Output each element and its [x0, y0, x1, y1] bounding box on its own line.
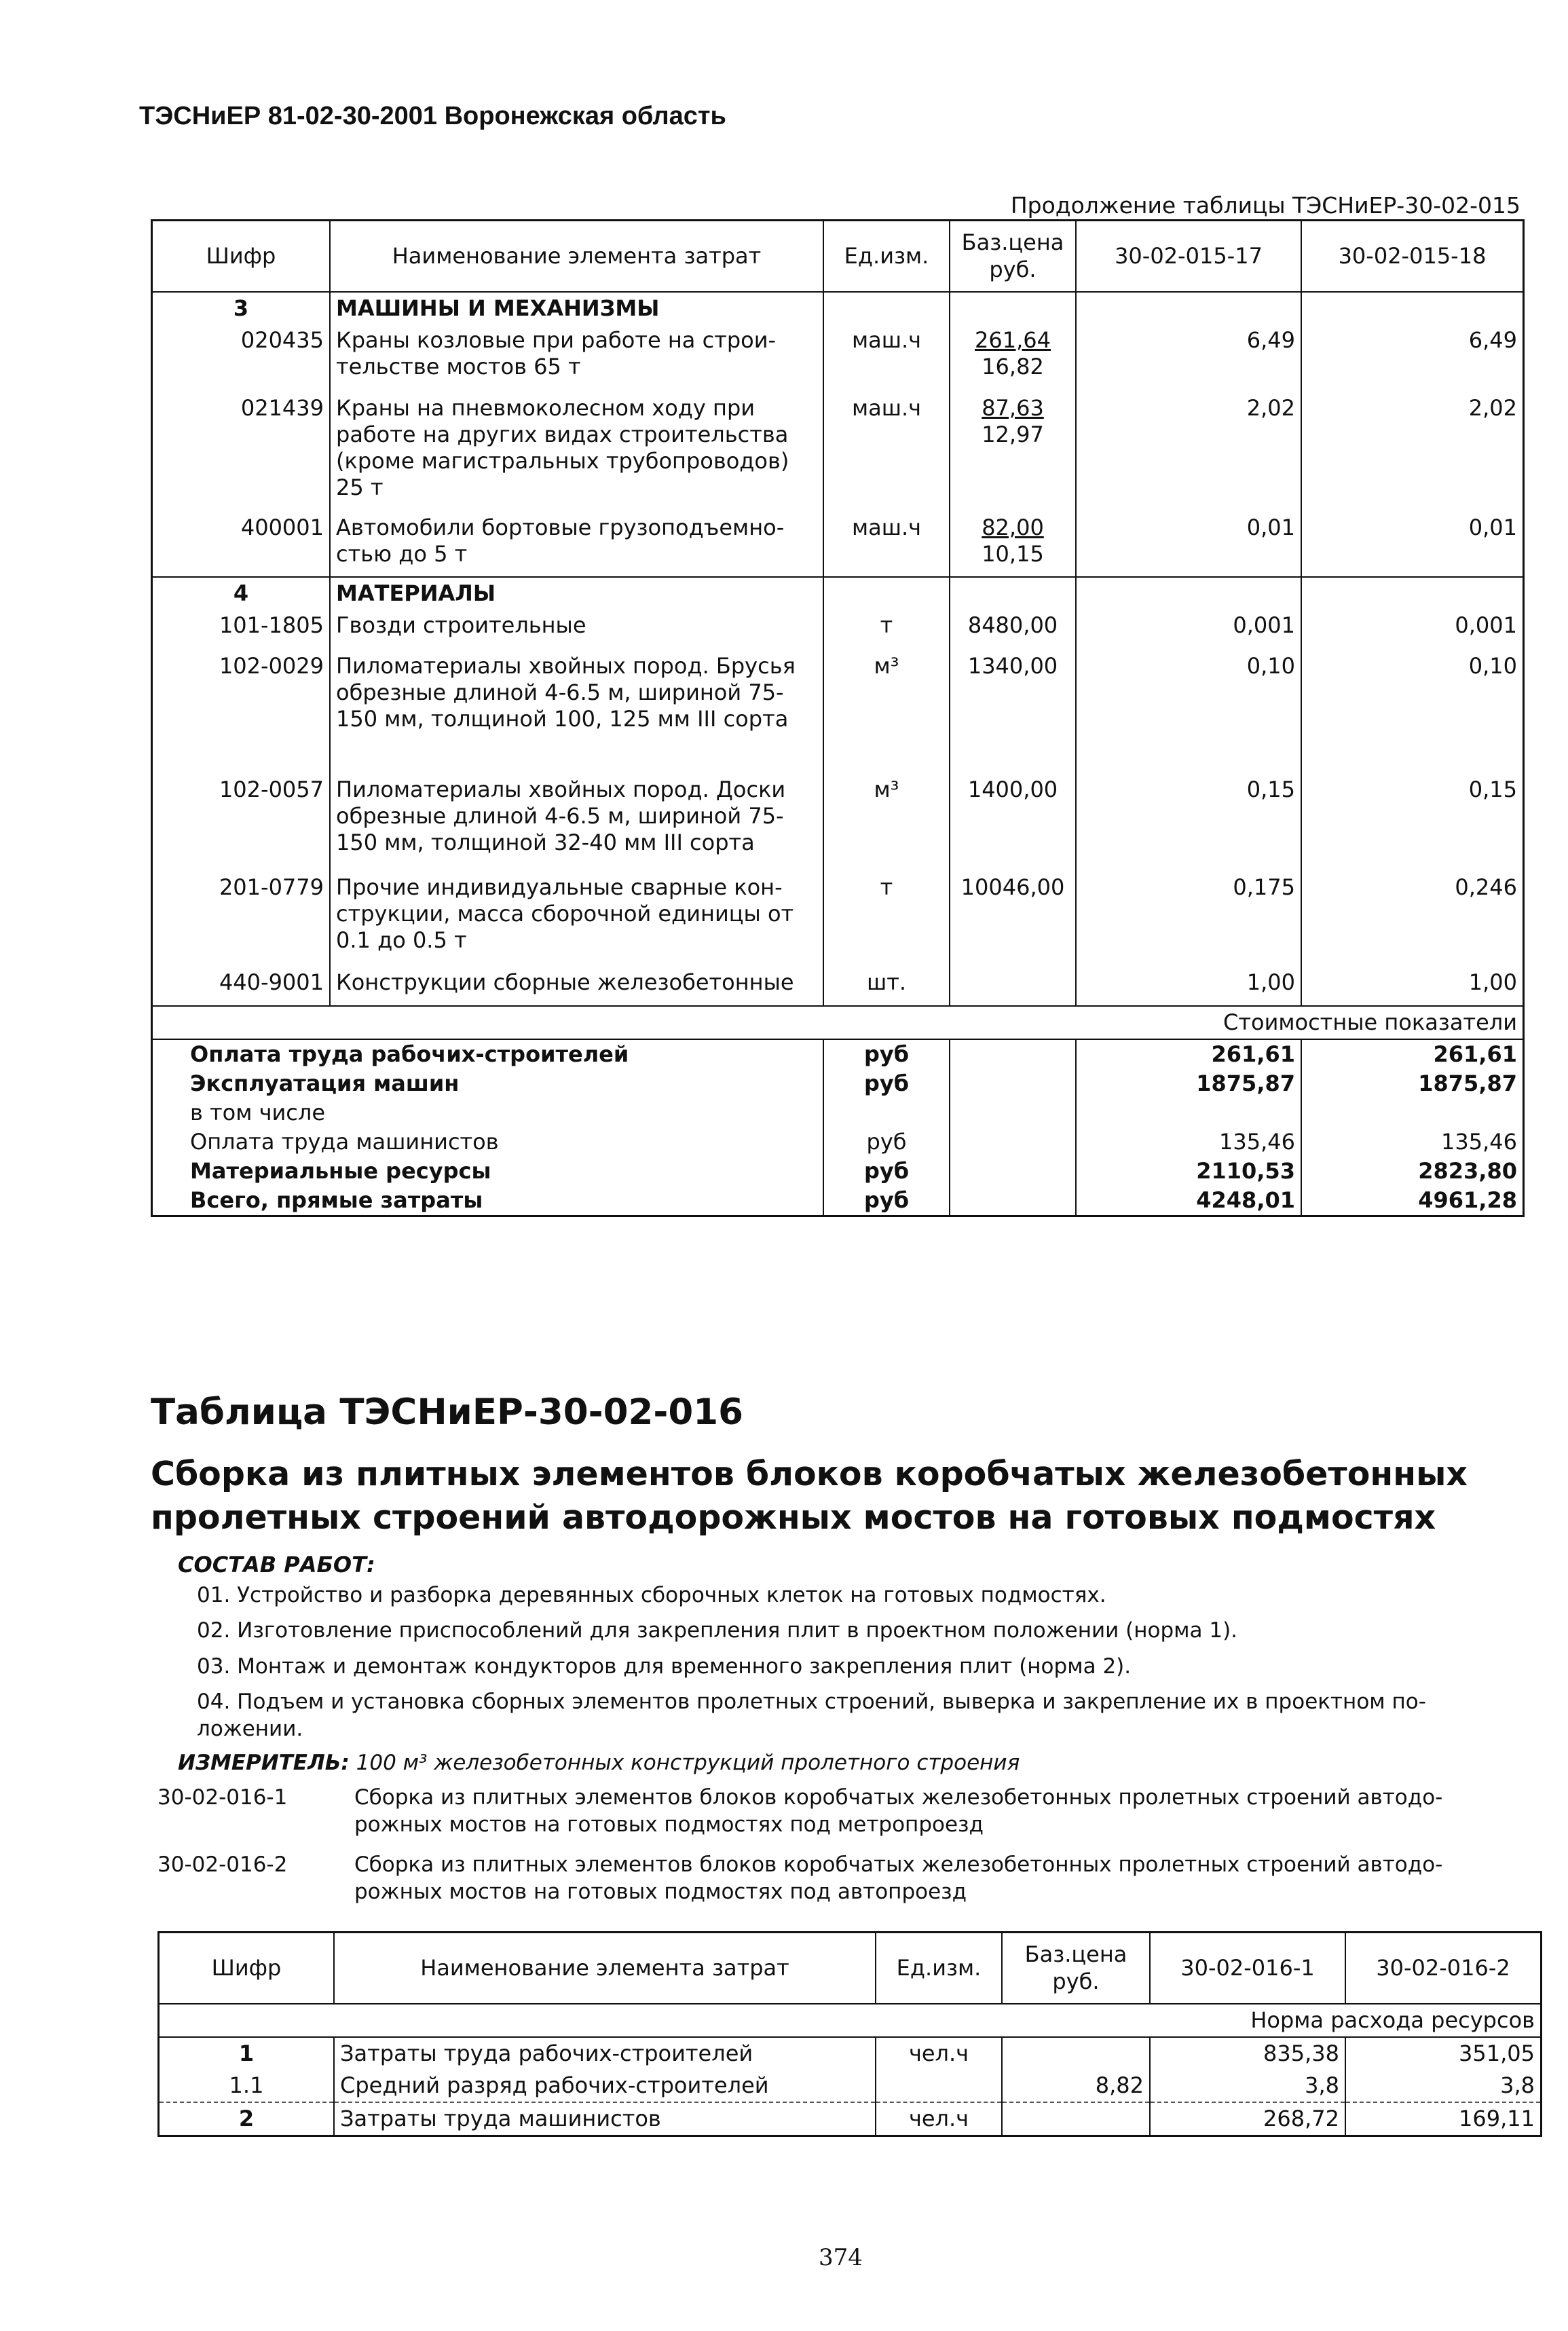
row-value-2: 351,05 [1459, 2040, 1535, 2067]
row-value-1: 0,15 [1076, 774, 1301, 872]
row-code: 400001 [152, 512, 331, 577]
cost-value-2: 2823,80 [1418, 1158, 1517, 1185]
table-row [159, 2037, 1542, 2070]
row-unit: т [823, 872, 950, 967]
price-top: 261,64 [975, 327, 1051, 354]
table-row [152, 610, 1524, 650]
row-name: Пиломатериалы хвойных пород. Доски обрезные длиной 4-6.5 м, шириной 75-150 мм, толщиной 32-40 мм III сорта [330, 774, 823, 872]
row-unit: чел.ч [876, 2102, 1002, 2136]
row-name: Гвозди строительные [330, 610, 823, 650]
section-code: 3 [152, 292, 331, 324]
cost-row [152, 1098, 1524, 1127]
row-value-1: 268,72 [1150, 2102, 1345, 2136]
row-value-1: 0,175 [1076, 872, 1301, 967]
row-name: Средний разряд рабочих-строителей [334, 2070, 876, 2102]
row-value-1: 6,49 [1076, 324, 1301, 392]
row-value-2: 3,8 [1345, 2070, 1542, 2102]
work-scope-list [197, 1582, 1500, 1751]
section-title: МАШИНЫ И МЕХАНИЗМЫ [330, 292, 823, 324]
section-row [152, 577, 1524, 610]
cost-value-2: 261,61 [1433, 1041, 1517, 1068]
row-value-1: 3,8 [1150, 2070, 1345, 2102]
variant-text: Сборка из плитных элементов блоков коробчатых железобетонных пролетных строений автодо-рожных мостов на готовых подмостях под автопроезд [354, 1852, 1443, 1904]
row-unit [876, 2070, 1002, 2102]
cost-value-1: 4248,01 [1076, 1186, 1301, 1216]
col-header-variant-2: 30-02-016-2 [1345, 1933, 1542, 2004]
price-bottom: 16,82 [982, 354, 1044, 380]
row-code: 101-1805 [152, 610, 331, 650]
cost-unit: руб [823, 1186, 950, 1216]
row-value-2: 0,15 [1468, 777, 1517, 803]
row-unit: чел.ч [876, 2037, 1002, 2070]
cost-label: Оплата труда рабочих-строителей [152, 1039, 824, 1069]
col-header-unit: Ед.изм. [876, 1933, 1002, 2004]
row-price [1002, 2037, 1150, 2070]
row-name: Затраты труда машинистов [334, 2102, 876, 2136]
table-row [152, 324, 1524, 392]
row-value-2: 2,02 [1468, 395, 1517, 422]
row-price: 8,82 [1002, 2070, 1150, 2102]
row-name: Автомобили бортовые грузоподъемно-стью до 5 т [330, 512, 823, 577]
price-top: 82,00 [982, 515, 1044, 541]
row-value-1: 0,10 [1076, 650, 1301, 774]
cost-value-1: 1875,87 [1076, 1069, 1301, 1098]
row-name: Затраты труда рабочих-строителей [334, 2037, 876, 2070]
cost-value-1: 261,61 [1076, 1039, 1301, 1069]
row-name: Краны на пневмоколесном ходу при работе на других видах строительства (кроме магистральных трубопроводов) 25 т [330, 392, 823, 512]
cost-unit: руб [823, 1039, 950, 1069]
row-price: 10046,00 [950, 872, 1076, 967]
cost-value-1: 135,46 [1076, 1127, 1301, 1157]
row-code: 021439 [152, 392, 331, 512]
cost-caption-row [152, 1006, 1524, 1039]
cost-label: в том числе [152, 1098, 824, 1127]
price-top: 87,63 [982, 395, 1044, 422]
col-header-code: Шифр [159, 1933, 335, 2004]
table-header-row [152, 221, 1524, 293]
row-name: Пиломатериалы хвойных пород. Брусья обрезные длиной 4-6.5 м, шириной 75-150 мм, толщиной 100, 125 мм III сорта [330, 650, 823, 774]
row-unit: маш.ч [823, 512, 950, 577]
section-title: МАТЕРИАЛЫ [330, 577, 823, 610]
list-item: 03. Монтаж и демонтаж кондукторов для временного закрепления плит (норма 2). [197, 1654, 1132, 1679]
row-name: Краны козловые при работе на строи-тельстве мостов 65 т [330, 324, 823, 392]
row-code: 2 [159, 2102, 335, 2136]
work-scope-label: СОСТАВ РАБОТ: [178, 1552, 375, 1578]
measure-label: ИЗМЕРИТЕЛЬ: [178, 1751, 350, 1775]
table-row [159, 2102, 1542, 2136]
col-header-variant-2: 30-02-015-18 [1301, 221, 1524, 293]
cost-label: Оплата труда машинистов [152, 1127, 824, 1157]
cost-value-2: 135,46 [1441, 1129, 1517, 1155]
row-price [1002, 2102, 1150, 2136]
row-value-1: 0,01 [1076, 512, 1301, 577]
resource-table-016 [157, 1931, 1542, 2137]
cost-row [152, 1157, 1524, 1186]
row-unit: м³ [823, 774, 950, 872]
cost-unit: руб [823, 1069, 950, 1098]
row-code: 102-0057 [152, 774, 331, 872]
list-item: 04. Подъем и установка сборных элементов пролетных строений, выверка и закрепление их в проектном по-ложении. [197, 1689, 1426, 1742]
variant-code: 30-02-016-2 [157, 1852, 288, 1877]
variant-code: 30-02-016-1 [157, 1785, 288, 1810]
col-header-price: Баз.цена руб. [1002, 1933, 1150, 2004]
table-title: Таблица ТЭСНиЕР-30-02-016 [151, 1392, 743, 1433]
list-item [157, 1784, 1515, 1839]
row-name: Конструкции сборные железобетонные [330, 967, 823, 1006]
col-header-variant-1: 30-02-015-17 [1076, 221, 1301, 293]
cost-label: Эксплуатация машин [152, 1069, 824, 1098]
document-header: ТЭСНиЕР 81-02-30-2001 Воронежская область [139, 102, 726, 130]
resource-table-015 [151, 219, 1525, 1217]
row-value-2: 1,00 [1468, 969, 1517, 996]
row-value-1: 1,00 [1076, 967, 1301, 1006]
row-price [950, 324, 1076, 392]
row-unit: т [823, 610, 950, 650]
row-value-2: 6,49 [1468, 327, 1517, 354]
row-value-2: 169,11 [1459, 2106, 1535, 2132]
row-price [950, 967, 1076, 1006]
table-row [152, 967, 1524, 1006]
table-row [152, 392, 1524, 512]
cost-unit: руб [823, 1157, 950, 1186]
table-row [152, 650, 1524, 774]
row-code: 102-0029 [152, 650, 331, 774]
norm-caption: Норма расхода ресурсов [159, 2004, 1542, 2037]
row-value-2: 0,246 [1455, 874, 1517, 901]
variant-text: Сборка из плитных элементов блоков коробчатых железобетонных пролетных строений автодо-рожных мостов на готовых подмостях под метропроезд [354, 1785, 1443, 1838]
row-name: Прочие индивидуальные сварные кон-струкции, масса сборочной единицы от 0.1 до 0.5 т [330, 872, 823, 967]
cost-label: Всего, прямые затраты [152, 1186, 824, 1216]
price-bottom: 12,97 [982, 422, 1044, 448]
table-header-row [159, 1933, 1542, 2004]
col-header-code: Шифр [152, 221, 331, 293]
col-header-unit: Ед.изм. [823, 221, 950, 293]
cost-unit: руб [823, 1127, 950, 1157]
cost-value-2: 4961,28 [1418, 1187, 1517, 1214]
col-header-name: Наименование элемента затрат [330, 221, 823, 293]
row-unit: маш.ч [823, 324, 950, 392]
row-unit: м³ [823, 650, 950, 774]
row-value-2: 0,001 [1455, 612, 1517, 639]
measure-line [178, 1751, 1020, 1775]
cost-row [152, 1186, 1524, 1216]
row-code: 201-0779 [152, 872, 331, 967]
table-row [152, 872, 1524, 967]
row-price: 1400,00 [950, 774, 1076, 872]
row-price [950, 512, 1076, 577]
variant-list [157, 1784, 1515, 1918]
row-value-1: 2,02 [1076, 392, 1301, 512]
cost-row [152, 1127, 1524, 1157]
row-price: 1340,00 [950, 650, 1076, 774]
list-item: 01. Устройство и разборка деревянных сборочных клеток на готовых подмостях. [197, 1583, 1106, 1607]
table-row [159, 2070, 1542, 2102]
cost-row [152, 1069, 1524, 1098]
col-header-price: Баз.цена руб. [950, 221, 1076, 293]
list-item [157, 1851, 1515, 1906]
table-continuation-caption: Продолжение таблицы ТЭСНиЕР-30-02-015 [1010, 192, 1520, 219]
row-code: 1.1 [159, 2070, 335, 2102]
row-code: 1 [159, 2037, 335, 2070]
norm-caption-row [159, 2004, 1542, 2037]
cost-value-2: 1875,87 [1418, 1070, 1517, 1097]
row-unit: маш.ч [823, 392, 950, 512]
table-row [152, 774, 1524, 872]
table-subtitle: Сборка из плитных элементов блоков коробчатых железобетонных пролетных строений автодорожных мостов на готовых подмостях [151, 1455, 1468, 1537]
cost-caption: Стоимостные показатели [152, 1006, 1524, 1039]
col-header-name: Наименование элемента затрат [334, 1933, 876, 2004]
row-price: 8480,00 [950, 610, 1076, 650]
row-code: 440-9001 [152, 967, 331, 1006]
col-header-variant-1: 30-02-016-1 [1150, 1933, 1345, 2004]
row-price [950, 392, 1076, 512]
price-bottom: 10,15 [982, 541, 1044, 567]
cost-row [152, 1039, 1524, 1069]
cost-label: Материальные ресурсы [152, 1157, 824, 1186]
row-code: 020435 [152, 324, 331, 392]
row-value-2: 0,01 [1301, 512, 1524, 577]
page-number: 374 [819, 2244, 863, 2271]
list-item: 02. Изготовление приспособлений для закрепления плит в проектном положении (норма 1). [197, 1618, 1238, 1643]
measure-text: 100 м³ железобетонных конструкций пролетного строения [356, 1751, 1020, 1775]
row-value-1: 0,001 [1076, 610, 1301, 650]
row-value-2: 0,10 [1468, 653, 1517, 679]
row-unit: шт. [823, 967, 950, 1006]
row-value-1: 835,38 [1150, 2037, 1345, 2070]
table-row [152, 512, 1524, 577]
section-row [152, 292, 1524, 324]
section-code: 4 [152, 577, 331, 610]
cost-value-1: 2110,53 [1076, 1157, 1301, 1186]
